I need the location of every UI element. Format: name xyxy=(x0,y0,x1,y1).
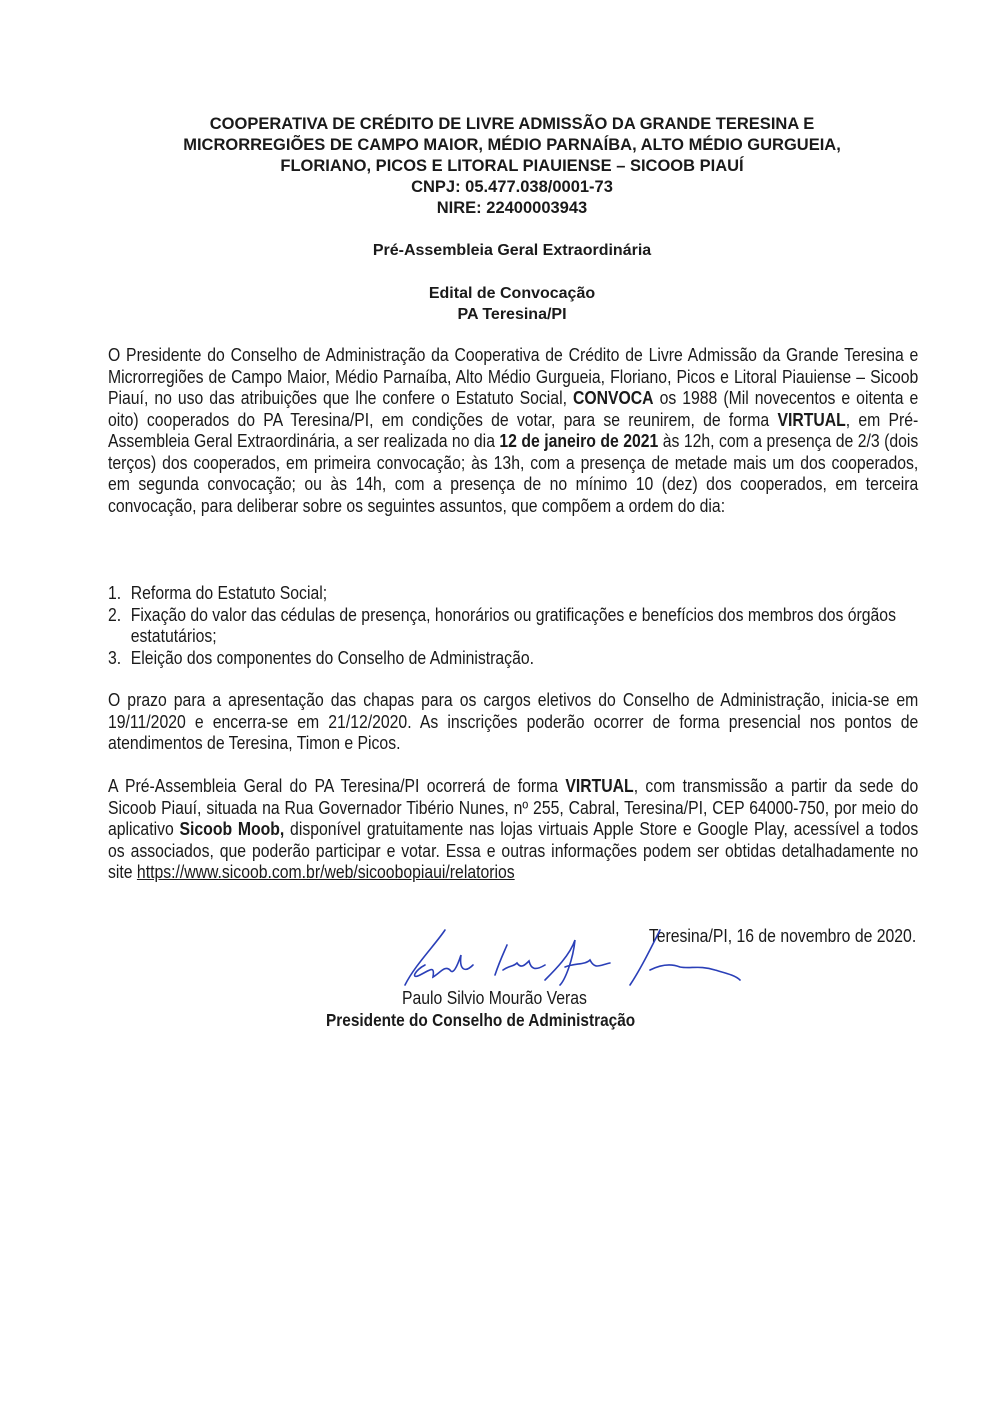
list-item xyxy=(108,605,896,648)
deadline-paragraph: O prazo para a apresentação das chapas para os cargos eletivos do Conselho de Administração, inicia-se em 19/11/2020 e encerra-se em 21/12/2020. As inscrições poderão ocorrer de forma presencial nos pontos de atendimentos de Teresina, Timon e Picos. xyxy=(108,690,919,753)
item-number: 1. xyxy=(108,583,122,603)
bold-text: CONVOCA xyxy=(572,388,654,408)
item-text: Fixação do valor das cédulas de presença, honorários ou gratificações e benefícios dos membros dos órgãos estatutários; xyxy=(130,604,896,646)
list-item xyxy=(108,583,896,605)
signatory-name: Paulo Silvio Mourão Veras xyxy=(402,988,587,1008)
virtual-meeting-paragraph xyxy=(108,776,918,884)
text: A Pré-Assembleia Geral do PA Teresina/PI ocorrerá de forma xyxy=(108,776,566,796)
edital-title: Edital de Convocação xyxy=(428,285,596,302)
header-line: MICRORREGIÕES DE CAMPO MAIOR, MÉDIO PARNAÍBA, ALTO MÉDIO GURGUEIA, xyxy=(183,136,841,154)
header-line: COOPERATIVA DE CRÉDITO DE LIVRE ADMISSÃO DA GRANDE TERESINA E xyxy=(209,115,815,133)
agenda-list xyxy=(108,583,896,669)
text: os 1988 (Mil novecentos e oitenta e oito) cooperados do PA Teresina/PI, em condições de votar, para se reunirem, de forma xyxy=(108,388,919,430)
item-text: Reforma do Estatuto Social; xyxy=(130,583,328,603)
document-subtitle: Pré-Assembleia Geral Extraordinária xyxy=(372,242,652,259)
bold-text: VIRTUAL xyxy=(565,776,634,796)
text: O Presidente do Conselho de Administração da Cooperativa de Crédito de Livre Admissão da Grande Teresina e Microrregiões de Campo Maior, Médio Parnaíba, Alto Médio Gurgueia, Floriano, Picos e Litoral Piauiense – Sicoob Piauí, no uso das atribuições que lhe confere o Estatuto Social, xyxy=(108,345,919,408)
nire: NIRE: 22400003943 xyxy=(436,199,588,217)
bold-text: VIRTUAL xyxy=(777,409,846,430)
reports-link[interactable]: https://www.sicoob.com.br/web/sicoobopiaui/relatorios xyxy=(136,862,515,882)
header-line: FLORIANO, PICOS E LITORAL PIAUIENSE – SICOOB PIAUÍ xyxy=(280,157,744,175)
item-text: Eleição dos componentes do Conselho de Administração. xyxy=(130,647,534,668)
text: , em Pré-Assembleia Geral Extraordinária, a ser realizada no dia xyxy=(108,409,919,451)
meeting-date: 12 de janeiro de 2021 xyxy=(499,431,659,451)
list-item xyxy=(108,648,896,670)
text: disponível gratuitamente nas lojas virtuais Apple Store e Google Play, acessível a todos os associados, que poderão participar e votar. Essa e outras informações podem ser obtidas detalhadamente no site xyxy=(108,819,919,882)
cnpj: CNPJ: 05.477.038/0001-73 xyxy=(411,178,613,196)
app-name: Sicoob Moob, xyxy=(179,819,285,839)
convocation-paragraph xyxy=(108,345,918,517)
cooperative-header xyxy=(0,114,1000,219)
edital-unit: PA Teresina/PI xyxy=(457,306,567,323)
date-line: Teresina/PI, 16 de novembro de 2020. xyxy=(648,926,916,946)
item-number: 3. xyxy=(108,647,122,668)
text: , com transmissão a partir da sede do Sicoob Piauí, situada na Rua Governador Tibério Nunes, nº 255, Cabral, Teresina/PI, CEP 64000-750, por meio do aplicativo xyxy=(108,776,919,839)
text: às 12h, com a presença de 2/3 (dois terços) dos cooperados, em primeira convocação; às 13h, com a presença de metade mais um dos cooperados, em segunda convocação; ou às 14h, com a presença de no mínimo 10 (dez) dos cooperados, em terceira convocação, para deliberar sobre os seguintes assuntos, que compõem a ordem do dia: xyxy=(108,431,919,516)
item-number: 2. xyxy=(108,604,122,625)
signatory-role: Presidente do Conselho de Administração xyxy=(326,1010,636,1030)
